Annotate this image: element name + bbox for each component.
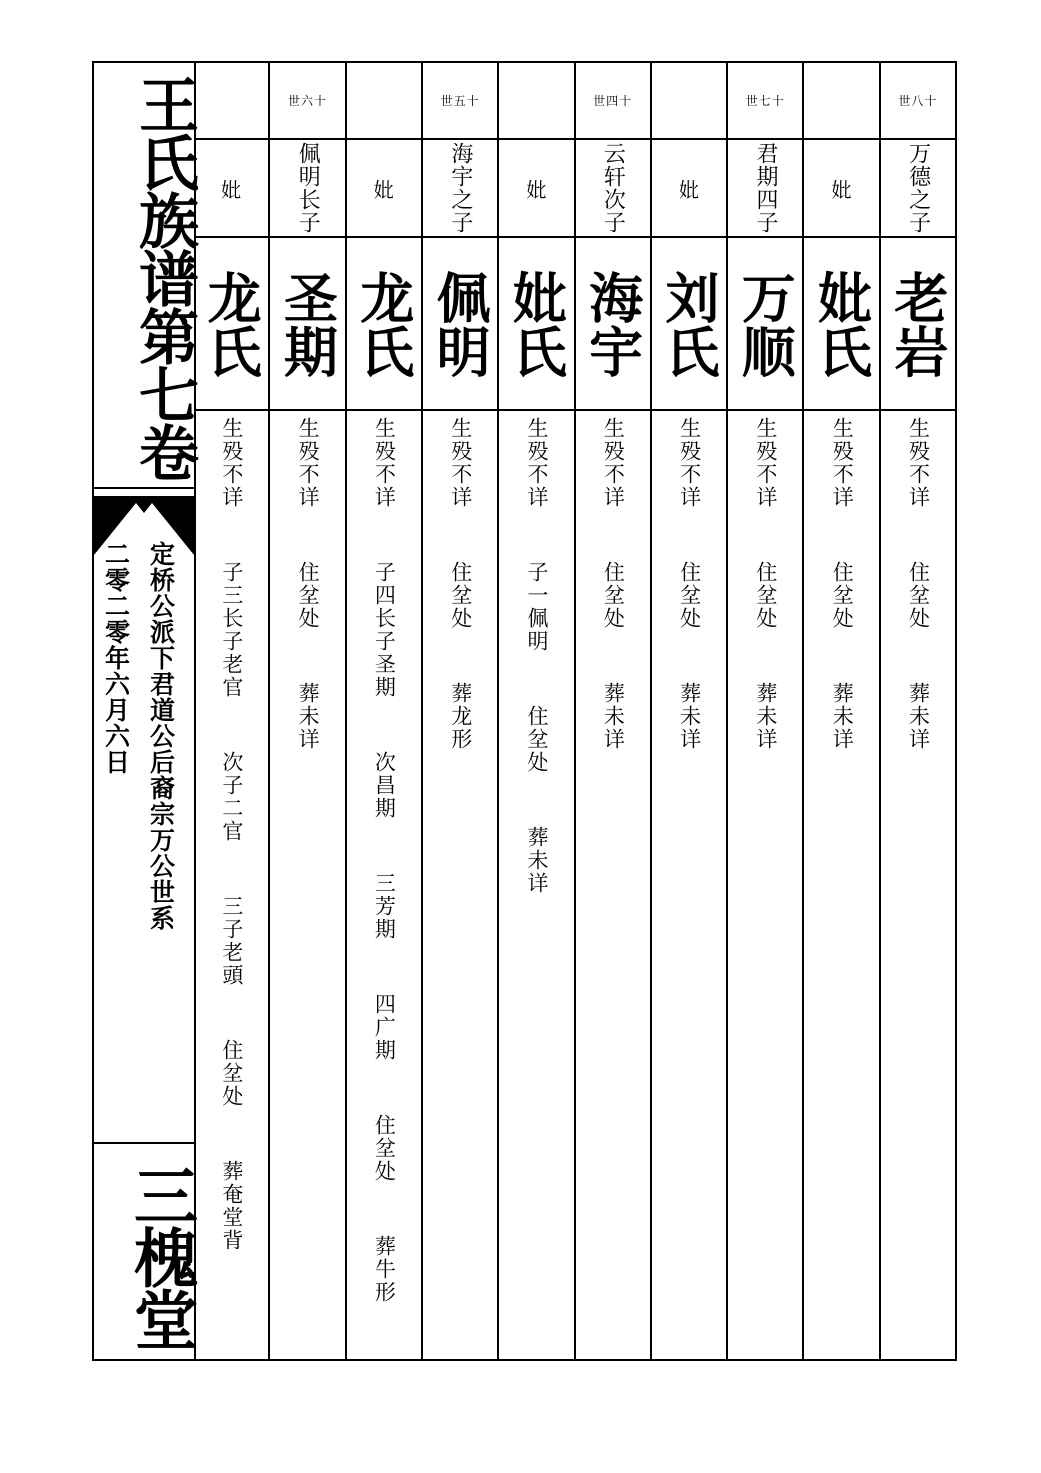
relation-label: 云轩次子 xyxy=(600,142,626,234)
person-info: 生殁不详 子三长子老官 次子二官 三子老頭 住坌处 葬奄堂背 xyxy=(219,417,244,1252)
person-name: 万顺 xyxy=(733,269,798,378)
person-info: 生殁不详 子四长子圣期 次昌期 三芳期 四广期 住坌处 葬牛形 xyxy=(372,417,397,1304)
person-name: 老岩 xyxy=(885,269,950,378)
person-name: 圣期 xyxy=(275,269,340,378)
name-cell xyxy=(728,238,802,411)
lineage-subtitle: 定桥公派下君道公后裔宗万公世系 xyxy=(146,541,176,931)
generation-cell xyxy=(652,63,726,140)
relation-cell xyxy=(423,140,497,238)
generation-label: 世六十 xyxy=(287,94,327,108)
genealogy-page xyxy=(92,61,957,1361)
title-divider xyxy=(94,487,194,489)
compile-date: 二零二零年六月六日 xyxy=(101,541,131,775)
generation-cell xyxy=(881,63,955,140)
relation-cell xyxy=(881,140,955,238)
person-name: 妣氏 xyxy=(504,269,569,378)
person-column xyxy=(574,63,650,1359)
generation-cell xyxy=(347,63,421,140)
person-name: 刘氏 xyxy=(656,269,721,378)
person-name: 佩明 xyxy=(428,269,493,378)
person-info: 生殁不详 住坌处 葬未详 xyxy=(906,417,931,751)
title-block xyxy=(94,63,199,1359)
generation-cell xyxy=(804,63,878,140)
person-info: 生殁不详 子一佩明 住坌处 葬未详 xyxy=(525,417,550,895)
person-name: 龙氏 xyxy=(351,269,416,378)
name-cell xyxy=(423,238,497,411)
name-cell xyxy=(804,238,878,411)
relation-label: 妣 xyxy=(221,177,242,202)
info-cell xyxy=(804,411,878,751)
relation-label: 君期四子 xyxy=(753,142,778,234)
info-cell xyxy=(347,411,421,1304)
person-info: 生殁不详 住坌处 葬龙形 xyxy=(448,417,473,751)
relation-cell xyxy=(270,140,344,238)
person-name: 龙氏 xyxy=(199,269,264,378)
relation-cell xyxy=(652,140,726,238)
generation-cell xyxy=(576,63,650,140)
person-info: 生殁不详 住坌处 葬未详 xyxy=(830,417,855,751)
info-cell xyxy=(881,411,955,751)
relation-cell xyxy=(728,140,802,238)
info-cell xyxy=(728,411,802,751)
info-cell xyxy=(423,411,497,751)
info-cell xyxy=(194,411,268,1252)
person-column xyxy=(345,63,421,1359)
name-cell xyxy=(881,238,955,411)
person-column xyxy=(802,63,878,1359)
generation-cell xyxy=(728,63,802,140)
relation-label: 妣 xyxy=(373,177,394,202)
relation-cell xyxy=(804,140,878,238)
info-cell xyxy=(499,411,573,895)
info-cell xyxy=(652,411,726,751)
relation-label: 万德之子 xyxy=(905,142,931,234)
name-cell xyxy=(576,238,650,411)
person-column xyxy=(879,63,955,1359)
person-info: 生殁不详 住坌处 葬未详 xyxy=(753,417,778,751)
generation-label: 世五十 xyxy=(440,94,480,108)
person-column xyxy=(268,63,344,1359)
person-info: 生殁不详 住坌处 葬未详 xyxy=(296,417,321,751)
person-column xyxy=(497,63,573,1359)
generation-label: 世七十 xyxy=(745,94,785,108)
name-cell xyxy=(499,238,573,411)
generation-label: 世四十 xyxy=(593,94,633,108)
generation-cell xyxy=(270,63,344,140)
person-column xyxy=(650,63,726,1359)
person-name: 海宇 xyxy=(580,269,645,378)
hall-name: 三槐堂 xyxy=(123,1162,198,1349)
name-cell xyxy=(270,238,344,411)
info-cell xyxy=(270,411,344,751)
person-info: 生殁不详 住坌处 葬未详 xyxy=(601,417,626,751)
person-info: 生殁不详 住坌处 葬未详 xyxy=(677,417,702,751)
info-cell xyxy=(576,411,650,751)
relation-cell xyxy=(499,140,573,238)
name-cell xyxy=(194,238,268,411)
relation-cell xyxy=(576,140,650,238)
relation-label: 妣 xyxy=(831,177,852,202)
relation-label: 妣 xyxy=(526,177,547,202)
generation-cell xyxy=(423,63,497,140)
person-column xyxy=(421,63,497,1359)
relation-label: 妣 xyxy=(678,177,699,202)
person-name: 妣氏 xyxy=(809,269,874,378)
person-column xyxy=(726,63,802,1359)
relation-label: 海宇之子 xyxy=(447,142,473,234)
generation-cell xyxy=(194,63,268,140)
relation-cell xyxy=(194,140,268,238)
relation-cell xyxy=(347,140,421,238)
name-cell xyxy=(347,238,421,411)
person-column xyxy=(194,63,268,1359)
genealogy-columns xyxy=(194,63,955,1359)
name-cell xyxy=(652,238,726,411)
book-title: 王氏族谱第七卷 xyxy=(129,74,199,480)
generation-label: 世八十 xyxy=(898,94,938,108)
relation-label: 佩明长子 xyxy=(295,142,321,234)
generation-cell xyxy=(499,63,573,140)
